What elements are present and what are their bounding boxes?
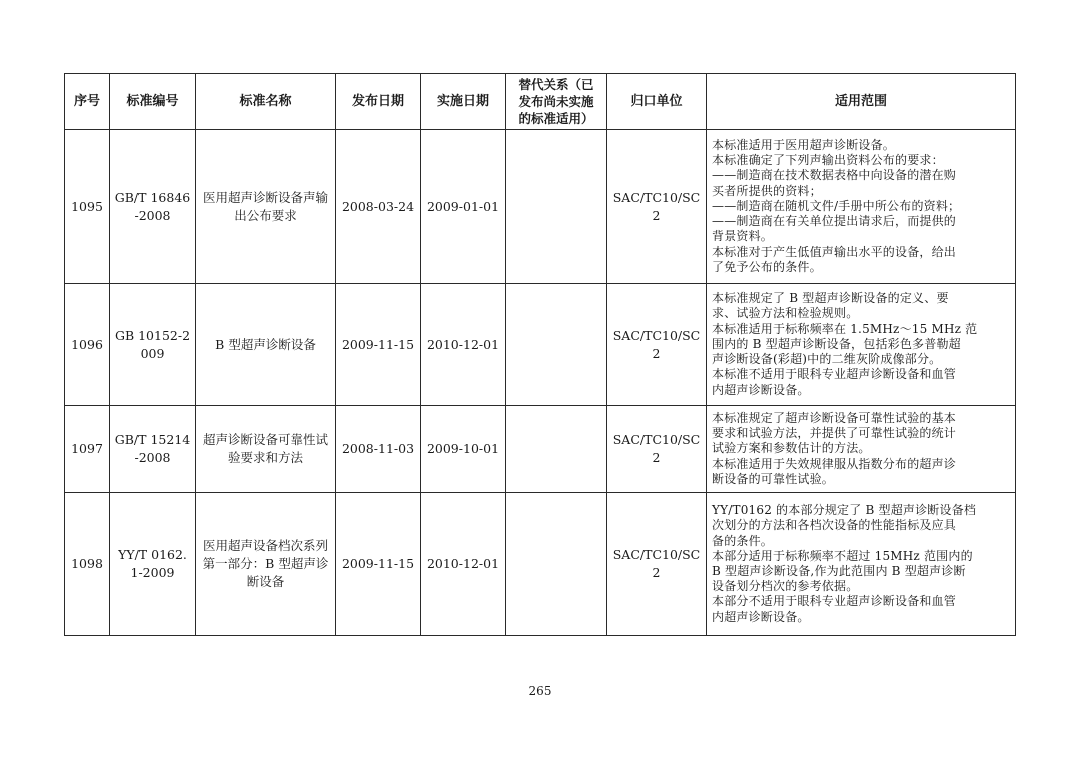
scope-line: 声诊断设备(彩超)中的二维灰阶成像部分。 <box>712 352 942 367</box>
header-replace-line: 替代关系（已 <box>518 77 594 92</box>
cell-unit <box>607 284 707 406</box>
scope-line: 本标准不适用于眼科专业超声诊断设备和血管 <box>712 367 957 382</box>
scope-line: 断设备的可靠性试验。 <box>712 471 835 486</box>
cell-unit <box>607 406 707 493</box>
cell-code-line: 1-2009 <box>130 565 175 580</box>
cell-seq: 1098 <box>65 493 110 636</box>
scope-line: 本标准适用于医用超声诊断设备。 <box>712 138 896 153</box>
cell-unit-line: SAC/TC10/SC <box>612 189 701 205</box>
cell-code-line: -2008 <box>134 207 171 223</box>
table-row <box>65 406 1016 493</box>
cell-code-line: 009 <box>140 345 165 361</box>
cell-replace <box>506 493 607 636</box>
scope-line: 本标准规定了超声诊断设备可靠性试验的基本 <box>712 410 957 425</box>
cell-name <box>196 284 336 406</box>
cell-code-line: GB/T 15214 <box>114 432 191 447</box>
cell-scope <box>707 284 1016 406</box>
cell-unit-line: SAC/TC10/SC <box>612 327 701 343</box>
cell-unit-line: 2 <box>652 207 661 223</box>
scope-line: 本标准适用于标称频率在 1.5MHz～15 MHz 范 <box>712 321 978 336</box>
header-publish-date: 发布日期 <box>336 74 421 130</box>
scope-line: 内超声诊断设备。 <box>712 382 810 397</box>
cell-unit <box>607 130 707 284</box>
scope-line: YY/T0162 的本部分规定了 B 型超声诊断设备档 <box>712 503 977 518</box>
cell-code-line: -2008 <box>134 450 171 465</box>
cell-name <box>196 130 336 284</box>
cell-replace <box>506 130 607 284</box>
cell-name-line: 断设备 <box>246 574 285 589</box>
cell-unit <box>607 493 707 636</box>
scope-line: 试验方案和参数估计的方法。 <box>712 441 871 456</box>
scope-line: 本部分不适用于眼科专业超声诊断设备和血管 <box>712 594 957 609</box>
cell-implement-date: 2009-01-01 <box>421 130 506 284</box>
scope-line: 本标准对于产生低值声输出水平的设备，给出 <box>712 244 957 259</box>
cell-scope <box>707 130 1016 284</box>
cell-unit-line: 2 <box>652 565 661 580</box>
cell-implement-date: 2010-12-01 <box>421 284 506 406</box>
cell-unit-line: 2 <box>652 450 661 465</box>
scope-line: 内超声诊断设备。 <box>712 609 810 624</box>
cell-name-line: B 型超声诊断设备 <box>215 336 316 352</box>
scope-line: 本部分适用于标称频率不超过 15MHz 范围内的 <box>712 548 973 563</box>
scope-line: 要求和试验方法，并提供了可靠性试验的统计 <box>712 426 957 441</box>
scope-line: 本标准确定了下列声输出资料公布的要求： <box>712 153 944 168</box>
table-body <box>65 130 1016 636</box>
header-seq: 序号 <box>65 74 110 130</box>
cell-publish-date: 2008-11-03 <box>336 406 421 493</box>
cell-publish-date: 2009-11-15 <box>336 493 421 636</box>
scope-line: 买者所提供的资料； <box>712 183 822 198</box>
header-replace-line: 的标准适用） <box>518 111 594 126</box>
cell-name <box>196 493 336 636</box>
header-replace-line: 发布尚未实施 <box>518 94 594 109</box>
cell-code <box>110 493 196 636</box>
cell-seq: 1096 <box>65 284 110 406</box>
cell-scope <box>707 406 1016 493</box>
scope-line: 围内的 B 型超声诊断设备，包括彩色多普勒超 <box>712 336 961 351</box>
page-number: 265 <box>528 684 552 698</box>
cell-unit-line: 2 <box>652 345 661 361</box>
scope-line: ——制造商在技术数据表格中向设备的潜在购 <box>712 168 957 183</box>
cell-replace <box>506 284 607 406</box>
cell-implement-date: 2010-12-01 <box>421 493 506 636</box>
cell-seq: 1097 <box>65 406 110 493</box>
cell-code-line: YY/T 0162. <box>118 547 187 562</box>
scope-line: 本标准规定了 B 型超声诊断设备的定义、要 <box>712 291 949 306</box>
standards-table <box>64 73 1016 636</box>
header-implement-date: 实施日期 <box>421 74 506 130</box>
scope-line: 了免予公布的条件。 <box>712 259 822 274</box>
header-code: 标准编号 <box>110 74 196 130</box>
scope-line: ——制造商在随机文件/手册中所公布的资料； <box>712 198 961 213</box>
cell-code-line: GB 10152-2 <box>114 327 191 343</box>
cell-unit-line: SAC/TC10/SC <box>612 432 701 447</box>
scope-line: 备的条件。 <box>712 533 774 548</box>
table-row <box>65 130 1016 284</box>
cell-code-line: GB/T 16846 <box>114 189 191 205</box>
scope-line: 求、试验方法和检验规则。 <box>712 306 859 321</box>
scope-line: B 型超声诊断设备,作为此范围内 B 型超声诊断 <box>712 564 966 578</box>
cell-seq: 1095 <box>65 130 110 284</box>
cell-publish-date: 2009-11-15 <box>336 284 421 406</box>
cell-name <box>196 406 336 493</box>
scope-line: 次划分的方法和各档次设备的性能指标及应具 <box>712 518 957 533</box>
cell-scope <box>707 493 1016 636</box>
cell-name-line: 出公布要求 <box>234 207 297 223</box>
cell-name-line: 医用超声设备档次系列 <box>202 538 328 553</box>
header-replace <box>506 74 607 130</box>
cell-code <box>110 284 196 406</box>
cell-name-line: 超声诊断设备可靠性试 <box>202 432 328 447</box>
cell-unit-line: SAC/TC10/SC <box>612 547 701 562</box>
header-name: 标准名称 <box>196 74 336 130</box>
scope-line: 设备划分档次的参考依据。 <box>712 579 859 594</box>
cell-code <box>110 130 196 284</box>
cell-replace <box>506 406 607 493</box>
scope-line: 本标准适用于失效规律服从指数分布的超声诊 <box>712 456 957 471</box>
cell-name-line: 第一部分：B 型超声诊 <box>202 556 329 571</box>
cell-implement-date: 2009-10-01 <box>421 406 506 493</box>
table-row <box>65 493 1016 636</box>
scope-line: ——制造商在有关单位提出请求后，而提供的 <box>712 214 957 229</box>
cell-publish-date: 2008-03-24 <box>336 130 421 284</box>
table-row <box>65 284 1016 406</box>
scope-line: 背景资料。 <box>712 229 774 244</box>
header-unit: 归口单位 <box>607 74 707 130</box>
cell-code <box>110 406 196 493</box>
cell-name-line: 验要求和方法 <box>227 450 303 465</box>
cell-name-line: 医用超声诊断设备声输 <box>202 189 328 205</box>
header-scope: 适用范围 <box>707 74 1016 130</box>
table-header-row <box>65 74 1016 130</box>
